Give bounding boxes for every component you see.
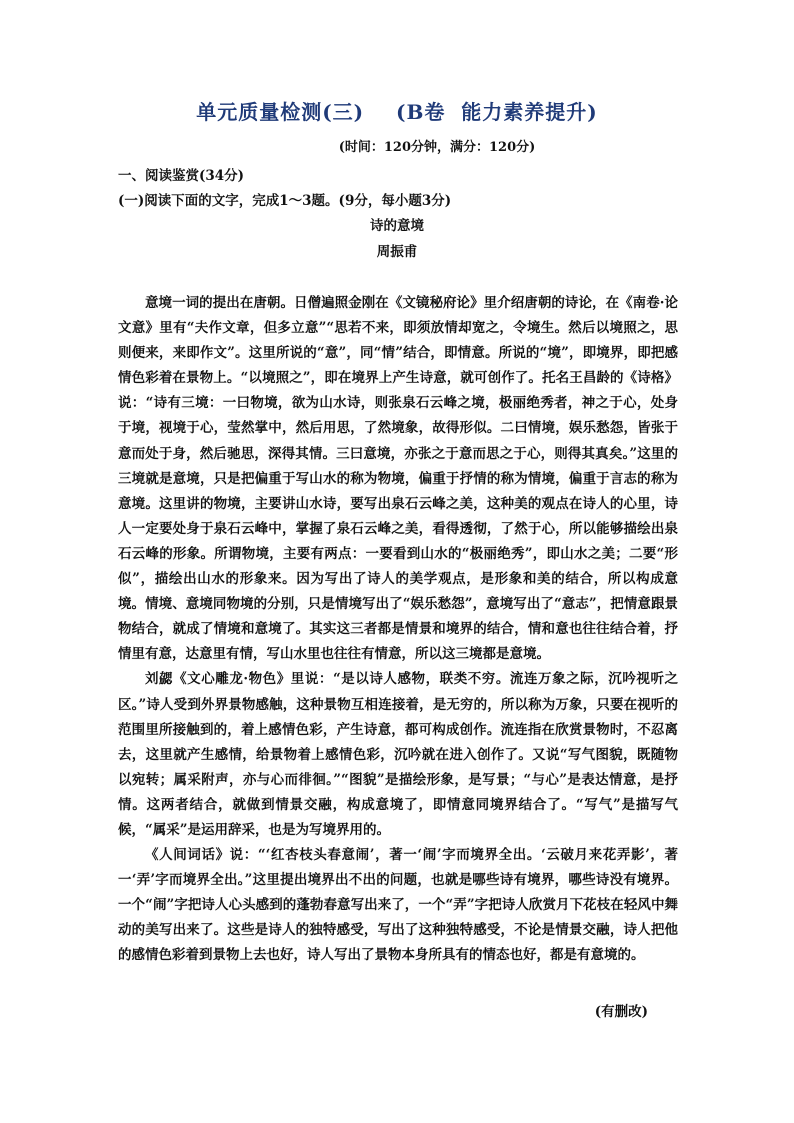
revision-note: (有删改) xyxy=(594,1004,648,1020)
exam-meta: (时间：120分钟，满分：120分) xyxy=(338,140,536,155)
article-author: 周振甫 xyxy=(376,244,418,260)
section-subheading: (一)阅读下面的文字，完成1～3题。(9分，每小题3分) xyxy=(118,193,452,209)
paragraph-2: 刘勰《文心雕龙·物色》里说：“是以诗人感物，联类不穷。流连万象之际，沉吟视听之区。”诗人受到外界景物感触，这种景物互相连接着，是无穷的，所以称为万象，只要在视听的范围里所接触到的，着上感情色彩，产生诗意，都可构成创作。流连指在欣赏景物时，不忍离去，这里就产生感情，给景物着上感情色彩，沉吟就在进入创作了。又说“写气图貌，既随物以宛转；属采附声，亦与心而徘徊。”“图貌”是描绘形象，是写景；“与心”是表达情意，是抒情。这两者结合，就做到情景交融，构成意境了，即情意同境界结合了。“写气”是描写气候，“属采”是运用辞采，也是为写境界用的。 xyxy=(118,671,678,838)
section-heading: 一、阅读鉴赏(34分) xyxy=(118,168,245,184)
page-title: 单元质量检测(三) (B卷 能力素养提升) xyxy=(196,100,598,124)
article-body xyxy=(118,291,678,969)
paragraph-1: 意境一词的提出在唐朝。日僧遍照金刚在《文镜秘府论》里介绍唐朝的诗论，在《南卷·论文意》里有“夫作文章，但多立意”“思若不来，即须放情却宽之，令境生。然后以境照之，思则便来，来即作文”。这里所说的“意”，同“情”结合，即情意。所说的“境”，即境界，即把感情色彩着在景物上。“以境照之”，即在境界上产生诗意，就可创作了。托名王昌龄的《诗格》说：“诗有三境：一曰物境，欲为山水诗，则张泉石云峰之境，极丽绝秀者，神之于心，处身于境，视境于心，莹然掌中，然后用思，了然境象，故得形似。二曰情境，娱乐愁怨，皆张于意而处于身，然后驰思，深得其情。三曰意境，亦张之于意而思之于心，则得其真矣。”这里的三境就是意境，只是把偏重于写山水的称为物境，偏重于抒情的称为情境，偏重于言志的称为意境。这里讲的物境，主要讲山水诗，要写出泉石云峰之美，这种美的观点在诗人的心里，诗人一定要处身于泉石云峰中，掌握了泉石云峰之美，看得透彻，了然于心，所以能够描绘出泉石云峰的形象。所谓物境，主要有两点：一要看到山水的“极丽绝秀”，即山水之美；二要“形似”，描绘出山水的形象来。因为写出了诗人的美学观点，是形象和美的结合，所以构成意境。情境、意境同物境的分别，只是情境写出了“娱乐愁怨”，意境写出了“意志”，把情意跟景物结合，就成了情境和意境了。其实这三者都是情景和境界的结合，情和意也往往结合着，抒情里有意，达意里有情，写山水里也往往有情意，所以这三境都是意境。 xyxy=(118,295,678,663)
paragraph-3: 《人间词话》说：“‘红杏枝头春意闹’，著一‘闹’字而境界全出。‘云破月来花弄影’，著一‘弄’字而境界全出。”这里提出境界出不出的问题，也就是哪些诗有境界，哪些诗没有境界。一个“闹”字把诗人心头感到的蓬勃春意写出来了，一个“弄”字把诗人欣赏月下花枝在轻风中舞动的美写出来了。这些是诗人的独特感受，写出了这种独特感受，不论是情景交融，诗人把他的感情色彩着到景物上去也好，诗人写出了景物本身所具有的情态也好，都是有意境的。 xyxy=(118,847,678,964)
article-title: 诗的意境 xyxy=(370,218,424,234)
